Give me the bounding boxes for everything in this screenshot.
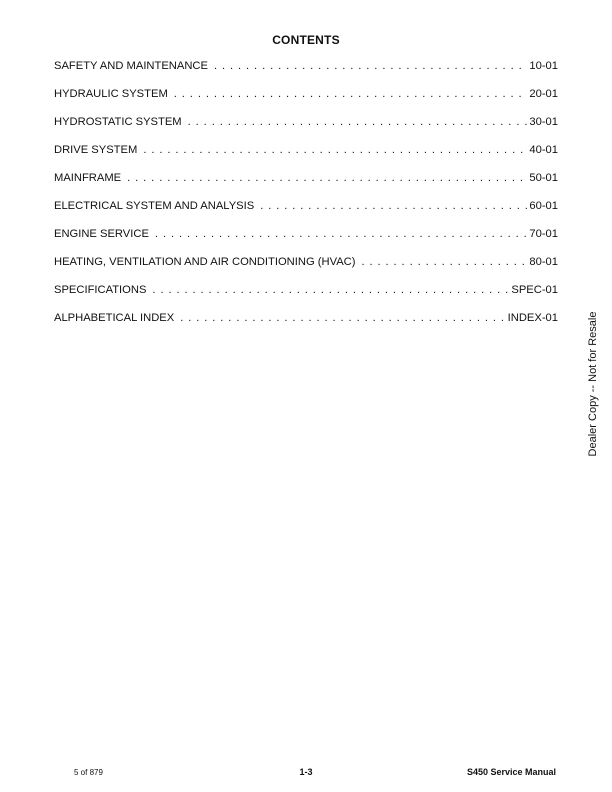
toc-entry-page: 30-01 bbox=[529, 116, 558, 128]
toc-entry-label: ALPHABETICAL INDEX bbox=[54, 312, 175, 324]
toc-entry-label: SPECIFICATIONS bbox=[54, 284, 147, 296]
toc-entry-page: 10-01 bbox=[529, 60, 558, 72]
page-footer bbox=[0, 766, 612, 780]
toc-dot-leader bbox=[260, 200, 527, 212]
toc-entry-label: HEATING, VENTILATION AND AIR CONDITIONING (HVAC) bbox=[54, 256, 356, 268]
toc-entry-electrical-system[interactable] bbox=[54, 200, 558, 228]
toc-entry-page: 70-01 bbox=[529, 228, 558, 240]
pdf-page-counter: 5 of 879 bbox=[74, 768, 103, 777]
toc-entry-page: SPEC-01 bbox=[511, 284, 558, 296]
toc-entry-page: 50-01 bbox=[529, 172, 558, 184]
toc-dot-leader bbox=[152, 284, 509, 296]
toc-entry-mainframe[interactable] bbox=[54, 172, 558, 200]
toc-dot-leader bbox=[188, 116, 528, 128]
toc-entry-page: 80-01 bbox=[529, 256, 558, 268]
toc-entry-specifications[interactable] bbox=[54, 284, 558, 312]
toc-entry-label: DRIVE SYSTEM bbox=[54, 144, 138, 156]
toc-entry-label: MAINFRAME bbox=[54, 172, 122, 184]
toc-entry-label: HYDROSTATIC SYSTEM bbox=[54, 116, 182, 128]
toc-entry-hydrostatic-system[interactable] bbox=[54, 116, 558, 144]
toc-dot-leader bbox=[361, 256, 527, 268]
toc-entry-page: 20-01 bbox=[529, 88, 558, 100]
toc-entry-label: ENGINE SERVICE bbox=[54, 228, 149, 240]
toc-dot-leader bbox=[143, 144, 527, 156]
toc-entry-safety-and-maintenance[interactable] bbox=[54, 60, 558, 88]
dealer-copy-watermark: Dealer Copy -- Not for Resale bbox=[587, 311, 599, 457]
toc-entry-page: 40-01 bbox=[529, 144, 558, 156]
toc-entry-hydraulic-system[interactable] bbox=[54, 88, 558, 116]
toc-dot-leader bbox=[180, 312, 505, 324]
toc-entry-hvac[interactable] bbox=[54, 256, 558, 284]
toc-entry-page: INDEX-01 bbox=[507, 312, 558, 324]
toc-entry-drive-system[interactable] bbox=[54, 144, 558, 172]
toc-dot-leader bbox=[174, 88, 528, 100]
page-number: 1-3 bbox=[299, 767, 313, 777]
toc-dot-leader bbox=[127, 172, 527, 184]
toc-entry-page: 60-01 bbox=[529, 200, 558, 212]
toc-entry-label: HYDRAULIC SYSTEM bbox=[54, 88, 168, 100]
manual-title: S450 Service Manual bbox=[466, 767, 556, 777]
toc-dot-leader bbox=[155, 228, 527, 240]
toc-entry-alphabetical-index[interactable] bbox=[54, 312, 558, 340]
toc-entry-label: SAFETY AND MAINTENANCE bbox=[54, 60, 208, 72]
table-of-contents bbox=[54, 60, 558, 340]
toc-entry-engine-service[interactable] bbox=[54, 228, 558, 256]
toc-dot-leader bbox=[214, 60, 527, 72]
toc-entry-label: ELECTRICAL SYSTEM AND ANALYSIS bbox=[54, 200, 255, 212]
page-title: CONTENTS bbox=[272, 33, 340, 47]
